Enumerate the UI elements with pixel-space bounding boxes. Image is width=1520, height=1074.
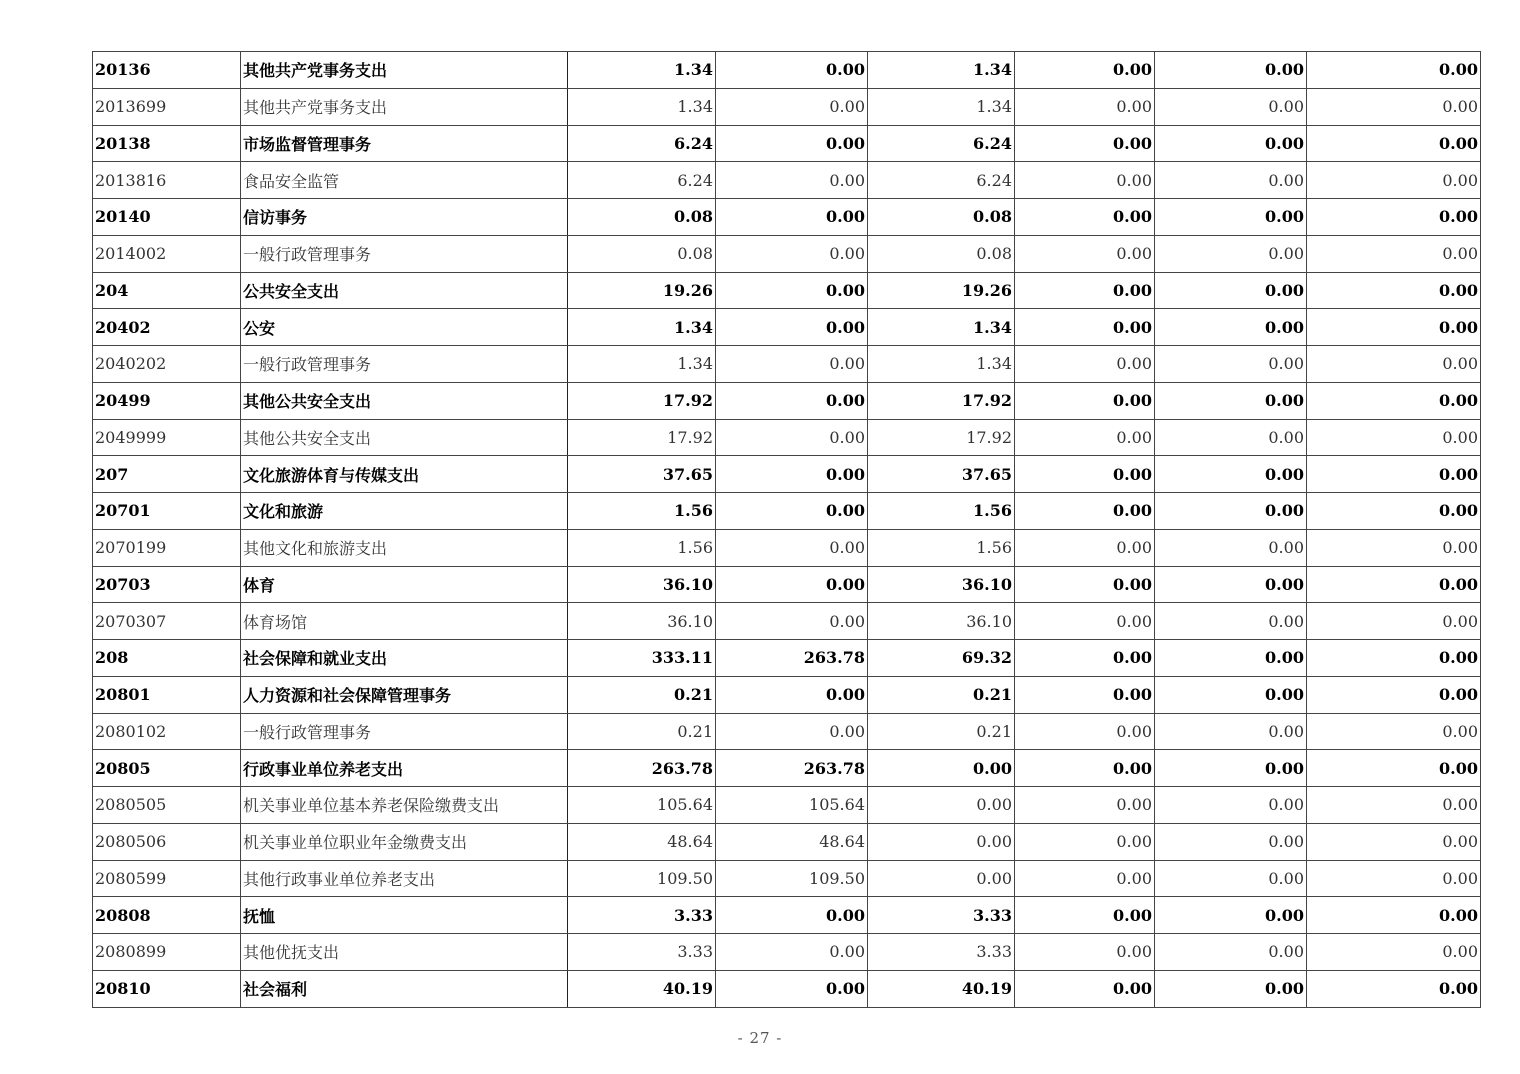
row-value-4: 0.00 (1015, 456, 1155, 493)
table-row (93, 162, 1481, 199)
row-value-3: 17.92 (868, 382, 1015, 419)
row-value-2: 0.00 (716, 456, 868, 493)
row-value-3: 36.10 (868, 566, 1015, 603)
row-value-2: 0.00 (716, 529, 868, 566)
row-value-3: 3.33 (868, 897, 1015, 934)
row-value-6: 0.00 (1307, 199, 1481, 236)
row-name: 体育 (241, 566, 568, 603)
row-value-1: 1.56 (568, 529, 716, 566)
table-row (93, 676, 1481, 713)
row-name: 一般行政管理事务 (241, 346, 568, 383)
table-row (93, 235, 1481, 272)
row-value-5: 0.00 (1155, 52, 1307, 89)
row-value-4: 0.00 (1015, 272, 1155, 309)
row-value-5: 0.00 (1155, 713, 1307, 750)
row-value-1: 6.24 (568, 162, 716, 199)
row-value-5: 0.00 (1155, 125, 1307, 162)
row-code: 2080102 (93, 713, 241, 750)
row-code: 204 (93, 272, 241, 309)
row-value-3: 17.92 (868, 419, 1015, 456)
table-row (93, 970, 1481, 1007)
row-value-2: 0.00 (716, 346, 868, 383)
row-value-3: 36.10 (868, 603, 1015, 640)
row-value-6: 0.00 (1307, 309, 1481, 346)
row-value-4: 0.00 (1015, 88, 1155, 125)
row-value-6: 0.00 (1307, 603, 1481, 640)
table-row (93, 860, 1481, 897)
row-name: 人力资源和社会保障管理事务 (241, 676, 568, 713)
row-name: 公共安全支出 (241, 272, 568, 309)
row-value-5: 0.00 (1155, 787, 1307, 824)
row-value-2: 0.00 (716, 52, 868, 89)
row-value-3: 0.00 (868, 823, 1015, 860)
row-value-5: 0.00 (1155, 419, 1307, 456)
row-value-6: 0.00 (1307, 493, 1481, 530)
row-code: 2080505 (93, 787, 241, 824)
row-value-5: 0.00 (1155, 382, 1307, 419)
row-value-5: 0.00 (1155, 970, 1307, 1007)
row-value-5: 0.00 (1155, 309, 1307, 346)
row-value-1: 109.50 (568, 860, 716, 897)
row-code: 20499 (93, 382, 241, 419)
row-code: 2070307 (93, 603, 241, 640)
row-value-5: 0.00 (1155, 934, 1307, 971)
row-code: 20138 (93, 125, 241, 162)
row-value-2: 0.00 (716, 309, 868, 346)
row-value-5: 0.00 (1155, 456, 1307, 493)
row-value-3: 0.00 (868, 750, 1015, 787)
row-value-1: 36.10 (568, 603, 716, 640)
row-value-1: 105.64 (568, 787, 716, 824)
row-value-3: 1.34 (868, 309, 1015, 346)
row-code: 2049999 (93, 419, 241, 456)
row-value-6: 0.00 (1307, 713, 1481, 750)
row-name: 其他行政事业单位养老支出 (241, 860, 568, 897)
table-row (93, 419, 1481, 456)
row-code: 20703 (93, 566, 241, 603)
row-value-3: 3.33 (868, 934, 1015, 971)
row-value-1: 1.34 (568, 88, 716, 125)
row-value-2: 0.00 (716, 125, 868, 162)
row-value-4: 0.00 (1015, 566, 1155, 603)
row-value-2: 0.00 (716, 235, 868, 272)
row-value-4: 0.00 (1015, 897, 1155, 934)
row-name: 一般行政管理事务 (241, 713, 568, 750)
table-row (93, 750, 1481, 787)
row-name: 其他共产党事务支出 (241, 52, 568, 89)
row-value-1: 0.08 (568, 199, 716, 236)
row-value-1: 333.11 (568, 640, 716, 677)
row-name: 其他优抚支出 (241, 934, 568, 971)
row-value-4: 0.00 (1015, 787, 1155, 824)
table-row (93, 934, 1481, 971)
row-name: 信访事务 (241, 199, 568, 236)
row-value-2: 48.64 (716, 823, 868, 860)
row-value-3: 0.08 (868, 199, 1015, 236)
row-value-5: 0.00 (1155, 676, 1307, 713)
row-value-2: 0.00 (716, 88, 868, 125)
row-name: 文化旅游体育与传媒支出 (241, 456, 568, 493)
row-value-1: 263.78 (568, 750, 716, 787)
row-value-1: 17.92 (568, 419, 716, 456)
row-code: 2080599 (93, 860, 241, 897)
row-code: 20136 (93, 52, 241, 89)
table-row (93, 529, 1481, 566)
row-name: 抚恤 (241, 897, 568, 934)
row-name: 一般行政管理事务 (241, 235, 568, 272)
row-value-4: 0.00 (1015, 713, 1155, 750)
row-value-5: 0.00 (1155, 897, 1307, 934)
table-row (93, 52, 1481, 89)
row-code: 20140 (93, 199, 241, 236)
row-value-6: 0.00 (1307, 970, 1481, 1007)
row-value-3: 1.34 (868, 88, 1015, 125)
row-value-3: 6.24 (868, 125, 1015, 162)
row-value-1: 17.92 (568, 382, 716, 419)
row-value-2: 0.00 (716, 272, 868, 309)
row-value-1: 1.56 (568, 493, 716, 530)
table-row (93, 566, 1481, 603)
row-value-6: 0.00 (1307, 88, 1481, 125)
row-value-2: 263.78 (716, 750, 868, 787)
row-value-3: 6.24 (868, 162, 1015, 199)
row-value-5: 0.00 (1155, 235, 1307, 272)
row-value-4: 0.00 (1015, 529, 1155, 566)
row-value-2: 0.00 (716, 676, 868, 713)
row-value-5: 0.00 (1155, 603, 1307, 640)
row-value-5: 0.00 (1155, 750, 1307, 787)
row-value-1: 0.21 (568, 713, 716, 750)
row-value-2: 0.00 (716, 897, 868, 934)
row-value-4: 0.00 (1015, 934, 1155, 971)
row-value-3: 19.26 (868, 272, 1015, 309)
table-row (93, 88, 1481, 125)
row-value-4: 0.00 (1015, 52, 1155, 89)
row-value-2: 0.00 (716, 419, 868, 456)
row-code: 20402 (93, 309, 241, 346)
row-code: 2014002 (93, 235, 241, 272)
row-value-4: 0.00 (1015, 382, 1155, 419)
row-value-1: 6.24 (568, 125, 716, 162)
row-value-5: 0.00 (1155, 529, 1307, 566)
row-value-6: 0.00 (1307, 272, 1481, 309)
row-code: 20810 (93, 970, 241, 1007)
row-value-5: 0.00 (1155, 88, 1307, 125)
row-name: 机关事业单位职业年金缴费支出 (241, 823, 568, 860)
row-name: 机关事业单位基本养老保险缴费支出 (241, 787, 568, 824)
row-value-4: 0.00 (1015, 640, 1155, 677)
row-value-4: 0.00 (1015, 750, 1155, 787)
row-value-2: 263.78 (716, 640, 868, 677)
row-value-2: 0.00 (716, 713, 868, 750)
row-value-6: 0.00 (1307, 419, 1481, 456)
row-value-3: 1.56 (868, 493, 1015, 530)
row-value-5: 0.00 (1155, 346, 1307, 383)
row-name: 体育场馆 (241, 603, 568, 640)
row-value-2: 0.00 (716, 199, 868, 236)
row-value-4: 0.00 (1015, 603, 1155, 640)
row-value-6: 0.00 (1307, 787, 1481, 824)
row-value-6: 0.00 (1307, 346, 1481, 383)
row-value-4: 0.00 (1015, 493, 1155, 530)
table-row (93, 603, 1481, 640)
row-value-3: 1.34 (868, 346, 1015, 383)
row-value-1: 1.34 (568, 346, 716, 383)
row-value-5: 0.00 (1155, 199, 1307, 236)
row-value-4: 0.00 (1015, 309, 1155, 346)
table-row (93, 713, 1481, 750)
row-value-1: 36.10 (568, 566, 716, 603)
row-value-5: 0.00 (1155, 823, 1307, 860)
table-row (93, 199, 1481, 236)
row-value-5: 0.00 (1155, 272, 1307, 309)
row-name: 其他文化和旅游支出 (241, 529, 568, 566)
row-value-1: 19.26 (568, 272, 716, 309)
row-value-3: 40.19 (868, 970, 1015, 1007)
row-value-5: 0.00 (1155, 566, 1307, 603)
row-value-2: 0.00 (716, 493, 868, 530)
row-value-1: 48.64 (568, 823, 716, 860)
row-value-1: 40.19 (568, 970, 716, 1007)
row-value-3: 0.08 (868, 235, 1015, 272)
row-name: 市场监督管理事务 (241, 125, 568, 162)
row-value-4: 0.00 (1015, 823, 1155, 860)
row-value-6: 0.00 (1307, 676, 1481, 713)
row-value-6: 0.00 (1307, 162, 1481, 199)
row-name: 文化和旅游 (241, 493, 568, 530)
expenditure-table (92, 51, 1481, 1008)
row-code: 20801 (93, 676, 241, 713)
row-code: 2070199 (93, 529, 241, 566)
page-number: - 27 - (737, 1029, 783, 1047)
table-row (93, 382, 1481, 419)
row-value-4: 0.00 (1015, 235, 1155, 272)
row-value-3: 1.34 (868, 52, 1015, 89)
row-name: 社会福利 (241, 970, 568, 1007)
row-value-4: 0.00 (1015, 419, 1155, 456)
row-value-6: 0.00 (1307, 640, 1481, 677)
row-value-1: 3.33 (568, 934, 716, 971)
row-value-6: 0.00 (1307, 750, 1481, 787)
row-value-4: 0.00 (1015, 199, 1155, 236)
row-code: 2013699 (93, 88, 241, 125)
row-name: 其他共产党事务支出 (241, 88, 568, 125)
row-value-6: 0.00 (1307, 235, 1481, 272)
table-row (93, 272, 1481, 309)
row-value-3: 37.65 (868, 456, 1015, 493)
row-value-6: 0.00 (1307, 52, 1481, 89)
row-name: 其他公共安全支出 (241, 382, 568, 419)
row-value-1: 1.34 (568, 309, 716, 346)
row-code: 20805 (93, 750, 241, 787)
row-value-6: 0.00 (1307, 860, 1481, 897)
row-value-3: 0.00 (868, 860, 1015, 897)
row-name: 公安 (241, 309, 568, 346)
row-value-3: 1.56 (868, 529, 1015, 566)
row-value-5: 0.00 (1155, 640, 1307, 677)
table-row (93, 897, 1481, 934)
row-value-6: 0.00 (1307, 382, 1481, 419)
row-value-1: 37.65 (568, 456, 716, 493)
row-code: 2013816 (93, 162, 241, 199)
row-value-3: 0.00 (868, 787, 1015, 824)
row-value-2: 0.00 (716, 382, 868, 419)
row-value-2: 0.00 (716, 566, 868, 603)
row-value-1: 1.34 (568, 52, 716, 89)
row-value-2: 0.00 (716, 162, 868, 199)
row-code: 2080506 (93, 823, 241, 860)
row-value-4: 0.00 (1015, 676, 1155, 713)
row-value-4: 0.00 (1015, 125, 1155, 162)
row-value-6: 0.00 (1307, 529, 1481, 566)
row-value-2: 109.50 (716, 860, 868, 897)
row-name: 行政事业单位养老支出 (241, 750, 568, 787)
table-row (93, 823, 1481, 860)
table-row (93, 125, 1481, 162)
row-value-2: 105.64 (716, 787, 868, 824)
row-value-6: 0.00 (1307, 897, 1481, 934)
row-value-6: 0.00 (1307, 125, 1481, 162)
row-value-5: 0.00 (1155, 162, 1307, 199)
row-value-6: 0.00 (1307, 566, 1481, 603)
expenditure-table-body (93, 52, 1481, 1008)
row-value-6: 0.00 (1307, 934, 1481, 971)
row-value-1: 3.33 (568, 897, 716, 934)
row-code: 208 (93, 640, 241, 677)
table-row (93, 346, 1481, 383)
row-value-2: 0.00 (716, 970, 868, 1007)
row-code: 20701 (93, 493, 241, 530)
row-value-3: 0.21 (868, 676, 1015, 713)
row-code: 207 (93, 456, 241, 493)
table-row (93, 309, 1481, 346)
table-row (93, 640, 1481, 677)
row-value-4: 0.00 (1015, 346, 1155, 383)
row-code: 2080899 (93, 934, 241, 971)
table-row (93, 787, 1481, 824)
row-value-4: 0.00 (1015, 970, 1155, 1007)
row-value-5: 0.00 (1155, 860, 1307, 897)
row-value-1: 0.08 (568, 235, 716, 272)
row-name: 社会保障和就业支出 (241, 640, 568, 677)
row-value-1: 0.21 (568, 676, 716, 713)
row-name: 其他公共安全支出 (241, 419, 568, 456)
table-row (93, 456, 1481, 493)
row-code: 2040202 (93, 346, 241, 383)
row-value-6: 0.00 (1307, 456, 1481, 493)
row-value-6: 0.00 (1307, 823, 1481, 860)
table-row (93, 493, 1481, 530)
row-name: 食品安全监管 (241, 162, 568, 199)
row-value-5: 0.00 (1155, 493, 1307, 530)
row-value-4: 0.00 (1015, 162, 1155, 199)
row-value-3: 69.32 (868, 640, 1015, 677)
row-value-2: 0.00 (716, 603, 868, 640)
row-value-3: 0.21 (868, 713, 1015, 750)
row-value-2: 0.00 (716, 934, 868, 971)
row-code: 20808 (93, 897, 241, 934)
row-value-4: 0.00 (1015, 860, 1155, 897)
